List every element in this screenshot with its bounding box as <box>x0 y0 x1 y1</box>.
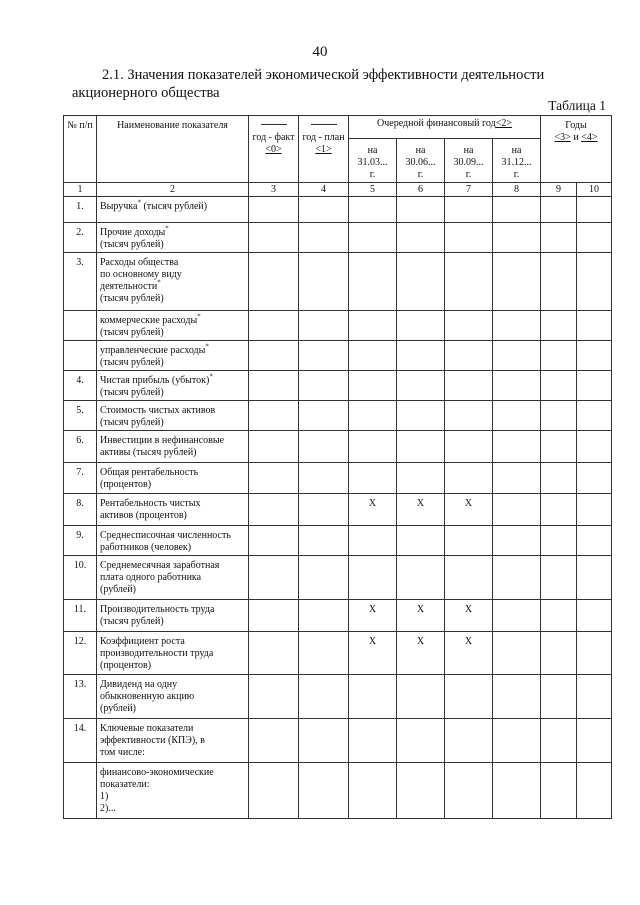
indicator-text: Прочие доходы <box>100 227 166 238</box>
value-cell <box>541 223 577 253</box>
value-cell <box>541 311 577 341</box>
indicator-text: Чистая прибыль (убыток) <box>100 375 210 386</box>
value-cell <box>299 632 349 675</box>
table-row <box>64 253 612 311</box>
header-year-fact-ref: <0> <box>265 144 282 155</box>
value-cell <box>397 371 445 401</box>
value-cell <box>249 526 299 556</box>
value-cell <box>577 223 612 253</box>
table-row <box>64 526 612 556</box>
header-year-plan-ref: <1> <box>315 144 332 155</box>
row-number: 1. <box>64 197 97 223</box>
value-cell <box>445 253 493 311</box>
value-cell <box>397 431 445 463</box>
value-cell <box>493 632 541 675</box>
column-number: 6 <box>397 183 445 197</box>
indicator-text: финансово-экономические показатели: <box>100 767 214 790</box>
value-cell <box>493 371 541 401</box>
value-cell <box>299 371 349 401</box>
footnote-mark: * <box>197 312 201 321</box>
value-cell <box>577 401 612 431</box>
header-year-plan-label: год - план <box>302 132 345 143</box>
row-number: 14. <box>64 719 97 763</box>
table-caption: Таблица 1 <box>548 98 606 113</box>
value-cell: X <box>445 600 493 632</box>
value-cell <box>445 431 493 463</box>
indicator-unit: (тысяч рублей) <box>100 387 164 398</box>
value-cell <box>541 401 577 431</box>
header-next-year <box>349 116 541 139</box>
indicator-text: Общая рентабельность (процентов) <box>100 467 199 490</box>
indicator-text: Инвестиции в нефинансовые активы (тысяч рублей) <box>100 435 225 458</box>
value-cell <box>577 526 612 556</box>
value-cell <box>541 600 577 632</box>
header-years-ref-a: <3> <box>554 132 571 143</box>
row-indicator-name <box>97 341 249 371</box>
section-title-line2: акционерного общества <box>72 85 220 101</box>
header-years-label: Годы <box>565 120 587 131</box>
section-title-line1: 2.1. Значения показателей экономической эффективности деятельности <box>102 67 545 83</box>
value-cell <box>299 526 349 556</box>
value-cell <box>541 494 577 526</box>
value-cell <box>577 600 612 632</box>
column-number: 3 <box>249 183 299 197</box>
header-years-and: и <box>573 132 579 143</box>
date-value: 31.03... <box>357 157 388 168</box>
value-cell <box>397 675 445 719</box>
value-cell <box>397 526 445 556</box>
table-row <box>64 401 612 431</box>
table-row <box>64 494 612 526</box>
table-row <box>64 341 612 371</box>
row-indicator-name <box>97 197 249 223</box>
value-cell <box>249 556 299 600</box>
row-number: 2. <box>64 223 97 253</box>
value-cell <box>445 311 493 341</box>
value-cell <box>577 494 612 526</box>
indicators-table <box>63 115 612 819</box>
value-cell <box>397 463 445 494</box>
value-cell: X <box>349 494 397 526</box>
value-cell <box>249 431 299 463</box>
column-number: 1 <box>64 183 97 197</box>
table-row <box>64 311 612 341</box>
row-indicator-name <box>97 311 249 341</box>
year-blank-line <box>261 124 287 125</box>
value-cell <box>299 311 349 341</box>
value-cell <box>541 556 577 600</box>
column-number: 4 <box>299 183 349 197</box>
value-cell <box>349 311 397 341</box>
value-cell <box>299 719 349 763</box>
value-cell <box>299 463 349 494</box>
value-cell <box>445 341 493 371</box>
row-number <box>64 763 97 819</box>
row-number: 11. <box>64 600 97 632</box>
row-number: 7. <box>64 463 97 494</box>
value-cell <box>299 223 349 253</box>
value-cell <box>493 223 541 253</box>
value-cell <box>493 431 541 463</box>
value-cell <box>577 632 612 675</box>
sub-item: 1) <box>100 791 109 802</box>
value-cell <box>445 526 493 556</box>
value-cell <box>397 197 445 223</box>
row-indicator-name <box>97 675 249 719</box>
header-date-q4 <box>493 139 541 183</box>
date-prefix: на <box>367 145 378 156</box>
value-cell <box>541 632 577 675</box>
indicator-text: Рентабельность чистых активов (процентов) <box>100 498 201 521</box>
header-date-q3 <box>445 139 493 183</box>
value-cell: X <box>397 600 445 632</box>
row-number: 13. <box>64 675 97 719</box>
date-value: 31.12... <box>501 157 532 168</box>
indicator-unit: (тысяч рублей) <box>100 293 164 304</box>
value-cell <box>493 341 541 371</box>
value-cell <box>493 494 541 526</box>
footnote-mark: * <box>205 342 209 351</box>
header-name: Наименование показателя <box>97 116 249 183</box>
header-next-year-ref: <2> <box>495 118 512 129</box>
footnote-mark: * <box>209 372 213 381</box>
value-cell <box>349 719 397 763</box>
header-year-fact-label: год - факт <box>252 132 295 143</box>
value-cell <box>349 401 397 431</box>
value-cell <box>249 223 299 253</box>
value-cell <box>577 719 612 763</box>
value-cell <box>349 763 397 819</box>
indicator-text: Стоимость чистых активов (тысяч рублей) <box>100 405 216 428</box>
row-indicator-name <box>97 719 249 763</box>
row-indicator-name <box>97 632 249 675</box>
table-row <box>64 197 612 223</box>
row-number: 10. <box>64 556 97 600</box>
value-cell <box>397 341 445 371</box>
table-row <box>64 719 612 763</box>
value-cell <box>299 197 349 223</box>
value-cell <box>349 341 397 371</box>
table-row <box>64 463 612 494</box>
year-blank-line <box>311 124 337 125</box>
indicator-text: Расходы общества по основному виду деятельности <box>100 257 182 292</box>
value-cell <box>249 401 299 431</box>
value-cell <box>541 341 577 371</box>
indicator-text: Выручка <box>100 201 138 212</box>
value-cell <box>577 253 612 311</box>
value-cell <box>493 526 541 556</box>
column-number: 9 <box>541 183 577 197</box>
indicator-unit: (тысяч рублей) <box>100 357 164 368</box>
row-indicator-name <box>97 371 249 401</box>
date-suffix: г. <box>513 169 520 180</box>
value-cell <box>299 556 349 600</box>
value-cell <box>493 463 541 494</box>
column-number: 10 <box>577 183 612 197</box>
date-suffix: г. <box>465 169 472 180</box>
indicator-unit: (тысяч рублей) <box>100 327 164 338</box>
indicator-text: коммерческие расходы <box>100 315 198 326</box>
value-cell <box>541 719 577 763</box>
value-cell <box>349 197 397 223</box>
value-cell <box>445 556 493 600</box>
date-suffix: г. <box>369 169 376 180</box>
value-cell <box>249 675 299 719</box>
value-cell <box>493 556 541 600</box>
value-cell <box>493 311 541 341</box>
value-cell <box>249 494 299 526</box>
indicator-text: управленческие расходы <box>100 345 206 356</box>
row-number: 8. <box>64 494 97 526</box>
value-cell <box>397 253 445 311</box>
value-cell <box>541 763 577 819</box>
value-cell <box>493 197 541 223</box>
indicator-text: Среднесписочная численность работников (человек) <box>100 530 231 553</box>
section-title <box>72 66 592 102</box>
value-cell <box>349 463 397 494</box>
value-cell <box>493 600 541 632</box>
header-year-plan <box>299 116 349 183</box>
indicator-text: Среднемесячная заработная плата одного работника (рублей) <box>100 560 220 595</box>
value-cell <box>249 763 299 819</box>
value-cell <box>577 311 612 341</box>
row-indicator-name <box>97 401 249 431</box>
header-row-top <box>64 116 612 139</box>
row-number: 6. <box>64 431 97 463</box>
value-cell <box>249 311 299 341</box>
value-cell <box>445 463 493 494</box>
value-cell <box>541 371 577 401</box>
value-cell <box>493 401 541 431</box>
value-cell <box>541 431 577 463</box>
row-indicator-name <box>97 431 249 463</box>
value-cell <box>493 675 541 719</box>
value-cell <box>493 253 541 311</box>
row-indicator-name <box>97 556 249 600</box>
row-number: 5. <box>64 401 97 431</box>
date-prefix: на <box>415 145 426 156</box>
value-cell <box>299 763 349 819</box>
value-cell <box>349 371 397 401</box>
value-cell <box>493 719 541 763</box>
column-number: 2 <box>97 183 249 197</box>
value-cell <box>577 763 612 819</box>
value-cell <box>541 197 577 223</box>
page-number: 40 <box>312 44 328 60</box>
value-cell <box>349 675 397 719</box>
row-indicator-name <box>97 223 249 253</box>
row-indicator-name <box>97 600 249 632</box>
value-cell <box>397 556 445 600</box>
value-cell <box>397 401 445 431</box>
date-prefix: на <box>463 145 474 156</box>
date-prefix: на <box>511 145 522 156</box>
table-row <box>64 600 612 632</box>
row-indicator-name <box>97 763 249 819</box>
table-row <box>64 675 612 719</box>
value-cell <box>349 526 397 556</box>
value-cell <box>299 494 349 526</box>
value-cell <box>349 223 397 253</box>
header-next-year-label: Очередной финансовый год <box>377 118 496 129</box>
value-cell: X <box>397 632 445 675</box>
value-cell <box>445 401 493 431</box>
value-cell <box>249 463 299 494</box>
indicator-unit: (тысяч рублей) <box>140 201 208 212</box>
row-number: 3. <box>64 253 97 311</box>
indicator-text: Производительность труда (тысяч рублей) <box>100 604 215 627</box>
column-number-row <box>64 183 612 197</box>
row-indicator-name <box>97 463 249 494</box>
value-cell <box>445 763 493 819</box>
row-number: 9. <box>64 526 97 556</box>
row-indicator-name <box>97 253 249 311</box>
table-row <box>64 556 612 600</box>
footnote-mark: * <box>157 278 161 287</box>
row-indicator-name <box>97 494 249 526</box>
row-number: 12. <box>64 632 97 675</box>
value-cell <box>493 763 541 819</box>
value-cell <box>299 341 349 371</box>
value-cell <box>397 719 445 763</box>
value-cell <box>577 556 612 600</box>
row-number <box>64 311 97 341</box>
table-row <box>64 371 612 401</box>
table-row <box>64 223 612 253</box>
value-cell <box>445 197 493 223</box>
value-cell <box>445 719 493 763</box>
value-cell <box>541 526 577 556</box>
sub-item: 2)... <box>100 803 116 814</box>
date-suffix: г. <box>417 169 424 180</box>
indicator-unit: (тысяч рублей) <box>100 239 164 250</box>
value-cell: X <box>349 600 397 632</box>
footnote-mark: * <box>165 224 169 233</box>
header-date-q1 <box>349 139 397 183</box>
header-year-fact <box>249 116 299 183</box>
date-value: 30.09... <box>453 157 484 168</box>
value-cell <box>249 719 299 763</box>
column-number: 7 <box>445 183 493 197</box>
value-cell <box>445 371 493 401</box>
value-cell <box>249 632 299 675</box>
date-value: 30.06... <box>405 157 436 168</box>
column-number: 5 <box>349 183 397 197</box>
header-num: № п/п <box>64 116 97 183</box>
indicator-text: Коэффициент роста производительности труда (процентов) <box>100 636 214 671</box>
column-number: 8 <box>493 183 541 197</box>
value-cell <box>299 600 349 632</box>
value-cell <box>299 253 349 311</box>
value-cell <box>249 341 299 371</box>
value-cell <box>541 463 577 494</box>
value-cell <box>577 371 612 401</box>
indicator-text: Дивиденд на одну обыкновенную акцию (рублей) <box>100 679 195 714</box>
header-years-ref-b: <4> <box>581 132 598 143</box>
header-years <box>541 116 612 183</box>
value-cell <box>349 431 397 463</box>
row-number <box>64 341 97 371</box>
value-cell <box>349 556 397 600</box>
header-date-q2 <box>397 139 445 183</box>
value-cell <box>541 253 577 311</box>
value-cell <box>577 341 612 371</box>
table-row <box>64 431 612 463</box>
value-cell <box>349 253 397 311</box>
value-cell <box>249 600 299 632</box>
value-cell <box>541 675 577 719</box>
value-cell: X <box>349 632 397 675</box>
value-cell <box>249 197 299 223</box>
row-indicator-name <box>97 526 249 556</box>
table-row <box>64 632 612 675</box>
row-number: 4. <box>64 371 97 401</box>
value-cell <box>249 371 299 401</box>
value-cell <box>577 431 612 463</box>
table-row <box>64 763 612 819</box>
value-cell <box>445 223 493 253</box>
value-cell <box>299 401 349 431</box>
value-cell <box>397 223 445 253</box>
value-cell: X <box>445 632 493 675</box>
value-cell <box>577 197 612 223</box>
value-cell: X <box>397 494 445 526</box>
indicator-text: Ключевые показатели эффективности (КПЭ), в том числе: <box>100 723 205 758</box>
value-cell <box>577 675 612 719</box>
value-cell <box>577 463 612 494</box>
value-cell <box>299 431 349 463</box>
value-cell <box>397 763 445 819</box>
value-cell <box>299 675 349 719</box>
value-cell: X <box>445 494 493 526</box>
footnote-mark: * <box>137 198 141 207</box>
value-cell <box>249 253 299 311</box>
value-cell <box>397 311 445 341</box>
value-cell <box>445 675 493 719</box>
